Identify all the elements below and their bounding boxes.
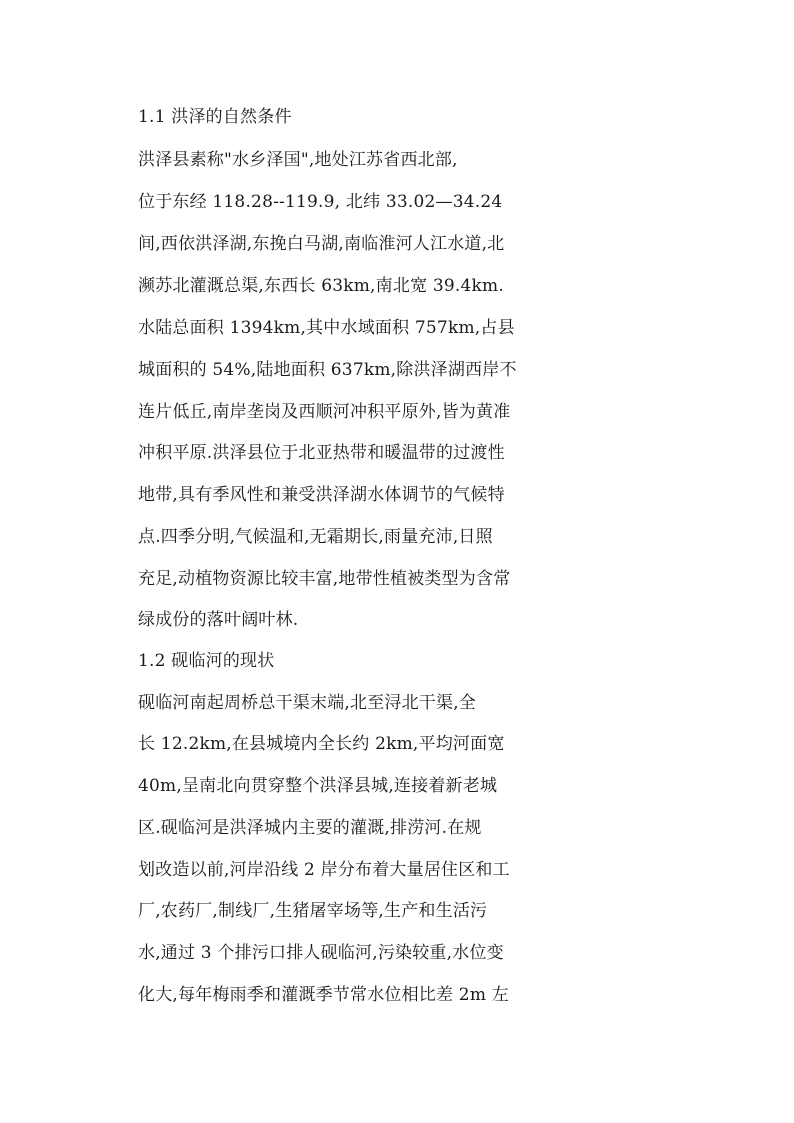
text-line: 40m,呈南北向贯穿整个洪泽县城,连接着新老城: [138, 776, 498, 796]
text-line: 充足,动植物资源比较丰富,地带性植被类型为含常: [138, 569, 511, 589]
text-line: 冲积平原.洪泽县位于北亚热带和暖温带的过渡性: [138, 443, 505, 463]
text-line: 位于东经 118.28--119.9, 北纬 33.02—34.24: [138, 192, 503, 212]
text-line: 长 12.2km,在县城境内全长约 2km,平均河面宽: [138, 734, 505, 754]
section-heading-1-2: 1.2 砚临河的现状: [138, 651, 275, 671]
text-line: 绿成份的落叶阔叶林.: [138, 610, 299, 630]
text-line: 间,西依洪泽湖,东挽白马湖,南临淮河人江水道,北: [138, 234, 505, 254]
text-line: 地带,具有季风性和兼受洪泽湖水体调节的气候特: [138, 485, 505, 505]
text-line: 点.四季分明,气候温和,无霜期长,雨量充沛,日照: [138, 527, 493, 547]
text-line: 厂,农药厂,制线厂,生猪屠宰场等,生产和生活污: [138, 901, 488, 921]
text-line: 化大,每年梅雨季和灌溉季节常水位相比差 2m 左: [138, 985, 509, 1005]
text-line: 砚临河南起周桥总干渠末端,北至浔北干渠,全: [138, 693, 477, 713]
section-heading-1-1: 1.1 洪泽的自然条件: [138, 107, 292, 127]
text-line: 濒苏北灌溉总渠,东西长 63km,南北宽 39.4km.: [138, 276, 504, 296]
text-line: 水,通过 3 个排污口排人砚临河,污染较重,水位变: [138, 943, 504, 963]
text-line: 洪泽县素称"水乡泽国",地处江苏省西北部,: [138, 150, 458, 170]
text-line: 水陆总面积 1394km,其中水域面积 757km,占县: [138, 318, 515, 338]
text-line: 划改造以前,河岸沿线 2 岸分布着大量居住区和工: [138, 860, 510, 880]
text-line: 城面积的 54%,陆地面积 637km,除洪泽湖西岸不: [138, 360, 517, 380]
text-line: 连片低丘,南岸垄岗及西顺河冲积平原外,皆为黄准: [138, 402, 511, 422]
text-line: 区.砚临河是洪泽城内主要的灌溉,排涝河.在规: [138, 818, 482, 838]
